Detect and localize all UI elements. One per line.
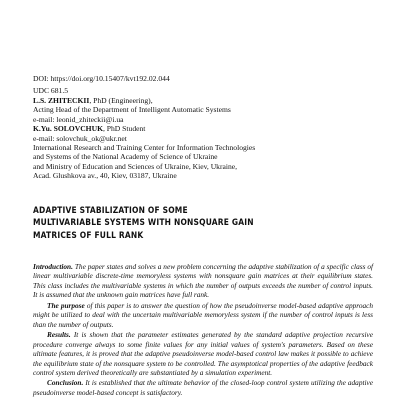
- section-label: Introduction.: [33, 262, 73, 271]
- author-info: , PhD Student: [102, 124, 146, 134]
- doi-line: DOI: https://doi.org/10.15407/kvt192.02.044: [33, 74, 170, 83]
- abstract-paragraph: [33, 262, 373, 300]
- paragraph-text: It is established that the ultimate behavior of the closed-loop control system utilizing the adaptive pseudoinverse model-based concept is satisfactory.: [33, 378, 373, 397]
- author-name: L.S. ZHITECKII: [33, 96, 90, 105]
- title-line: ADAPTIVE STABILIZATION OF SOME: [33, 206, 188, 216]
- affiliation-line: [33, 143, 255, 152]
- affiliation-line: [33, 171, 255, 180]
- section-label: Conclusion.: [47, 378, 84, 388]
- paragraph-text: It is shown that the parameter estimates generated by the standard adaptive projection recursive procedure converge always to some finite values for any initial values of system's parameters. Based on these ultimate features, it is proved that the adaptive pseudoinverse model-based control law makes it possible to achieve the equilibrium state of the nonsquare system to be controlled. The asymptotical properties of the adaptive feedback control system derived theoretically are substantiated by a simulation experiment.: [33, 330, 373, 377]
- affiliation-text: International Research and Training Center for Information Technologies: [33, 143, 256, 153]
- affiliation-text: and Systems of the National Academy of Science of Ukraine: [33, 152, 218, 162]
- abstract: [33, 262, 373, 398]
- section-label: The purpose: [47, 300, 85, 310]
- affiliation-line: [33, 152, 255, 161]
- author-line: [33, 115, 255, 124]
- author-info: Acting Head of the Department of Intelligent Automatic Systems: [33, 105, 231, 115]
- abstract-paragraph: [33, 378, 373, 397]
- paragraph-text: of this paper is to answer the question of how the pseudoinverse model-based adaptive approach might be utilized to deal with the uncertain multivariable memoryless system if the number of control inputs is less than the number of outputs.: [33, 300, 374, 329]
- author-line: [33, 105, 255, 114]
- abstract-paragraph: [33, 330, 373, 377]
- section-label: Results.: [47, 330, 71, 340]
- author-line: [33, 96, 255, 105]
- author-email: e-mail: leonid_zhiteckii@i.ua: [33, 114, 124, 124]
- abstract-paragraph: [33, 301, 373, 329]
- title-line: MATRICES OF FULL RANK: [33, 230, 144, 241]
- title-line: MULTIVARIABLE SYSTEMS WITH NONSQUARE GAIN: [33, 218, 254, 229]
- author-block: [33, 96, 255, 181]
- author-name: K.Yu. SOLOVCHUK: [33, 124, 103, 134]
- author-line: [33, 124, 255, 133]
- affiliation-text: and Ministry of Education and Sciences of Ukraine, Kiev, Ukraine,: [33, 161, 238, 171]
- author-info: , PhD (Engineering),: [89, 96, 153, 105]
- affiliation-line: [33, 162, 255, 171]
- paper-title: [33, 205, 373, 242]
- udc-line: UDC 681.5: [33, 86, 69, 95]
- author-email: e-mail: solovchuk_ok@ukr.net: [33, 133, 127, 143]
- affiliation-text: Acad. Glushkova av., 40, Kiev, 03187, Ukraine: [33, 171, 177, 181]
- paragraph-text: The paper states and solves a new problem concerning the adaptive stabilization of a specific class of linear multivariable discrete-time memoryless systems with nonsquare gain matrices at their equilibrium states. This class includes the multivariable systems in which the number of outputs exceeds the number of control inputs. It is assumed that the unknown gain matrices have full rank.: [33, 262, 373, 300]
- author-line: [33, 134, 255, 143]
